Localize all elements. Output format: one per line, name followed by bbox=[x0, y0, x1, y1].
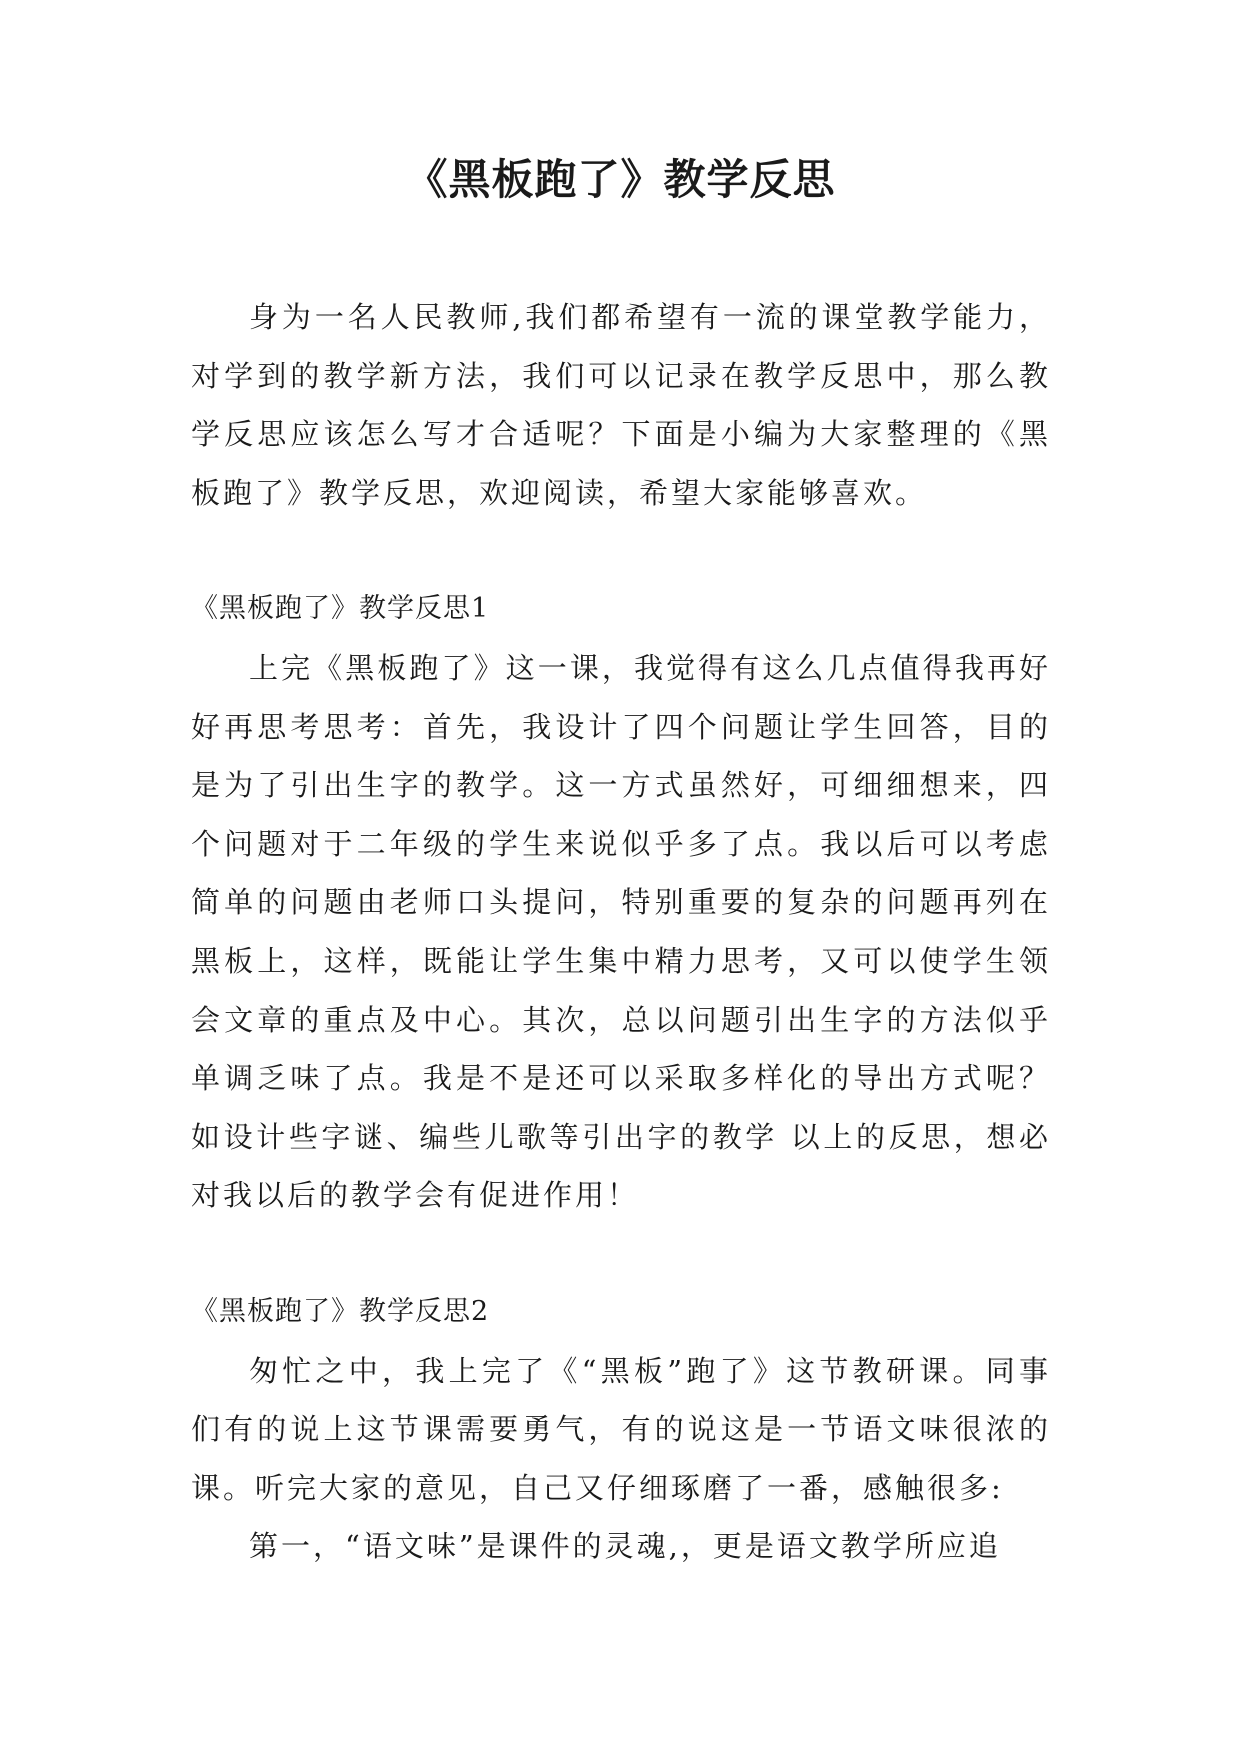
document-body bbox=[191, 288, 1051, 1576]
section-spacer bbox=[191, 1225, 1051, 1283]
intro-paragraph: 身为一名人民教师,我们都希望有一流的课堂教学能力，对学到的教学新方法，我们可以记录在教学反思中，那么教学反思应该怎么写才合适呢？下面是小编为大家整理的《黑板跑了》教学反思，欢迎阅读，希望大家能够喜欢。 bbox=[191, 300, 1051, 510]
section-paragraph: 匆忙之中，我上完了《“黑板”跑了》这节教研课。同事们有的说上这节课需要勇气，有的说这是一节语文味很浓的课。听完大家的意见，自己又仔细琢磨了一番，感触很多: bbox=[191, 1353, 1051, 1505]
section-paragraph: 第一，“语文味”是课件的灵魂,，更是语文教学所应追 bbox=[249, 1529, 1001, 1564]
document-title: 《黑板跑了》教学反思 bbox=[405, 155, 836, 204]
section-heading: 《黑板跑了》教学反思1 bbox=[191, 593, 490, 625]
section-spacer bbox=[191, 522, 1051, 580]
section-paragraph: 上完《黑板跑了》这一课，我觉得有这么几点值得我再好好再思考思考：首先，我设计了四个问题让学生回答，目的是为了引出生字的教学。这一方式虽然好，可细细想来，四个问题对于二年级的学生来说似乎多了点。我以后可以考虑简单的问题由老师口头提问，特别重要的复杂的问题再列在黑板上，这样，既能让学生集中精力思考，又可以使学生领会文章的重点及中心。其次，总以问题引出生字的方法似乎单调乏味了点。我是不是还可以采取多样化的导出方式呢？如设计些字谜、编些儿歌等引出字的教学 以上的反思，想必对我以后的教学会有促进作用！ bbox=[191, 650, 1051, 1213]
section-heading: 《黑板跑了》教学反思2 bbox=[191, 1295, 490, 1327]
